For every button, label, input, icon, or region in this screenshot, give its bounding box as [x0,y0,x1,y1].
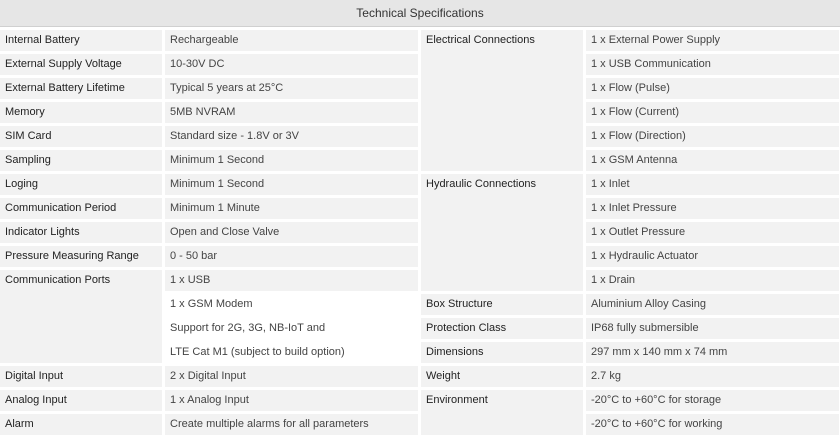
table-title: Technical Specifications [0,0,840,27]
spec-value-electrical-6: 1 x GSM Antenna [586,150,839,171]
spec-label-analog-input: Analog Input [0,390,162,411]
spec-label-electrical-connections: Electrical Connections [421,30,583,171]
spec-value-hydraulic-3: 1 x Outlet Pressure [586,222,839,243]
spec-label-sim-card: SIM Card [0,126,162,147]
spec-label-internal-battery: Internal Battery [0,30,162,51]
spec-label-environment: Environment [421,390,583,435]
spec-label-indicator-lights: Indicator Lights [0,222,162,243]
spec-value-environment-storage: -20°C to +60°C for storage [586,390,839,411]
spec-value-external-battery-lifetime: Typical 5 years at 25°C [165,78,418,99]
spec-value-box-structure: Aluminium Alloy Casing [586,294,839,315]
spec-label-dimensions: Dimensions [421,342,583,363]
spec-value-electrical-3: 1 x Flow (Pulse) [586,78,839,99]
spec-value-electrical-2: 1 x USB Communication [586,54,839,75]
spec-value-weight: 2.7 kg [586,366,839,387]
spec-label-external-supply-voltage: External Supply Voltage [0,54,162,75]
spec-value-indicator-lights: Open and Close Valve [165,222,418,243]
spec-value-pressure-measuring-range: 0 - 50 bar [165,246,418,267]
spec-label-memory: Memory [0,102,162,123]
spec-label-sampling: Sampling [0,150,162,171]
spec-label-external-battery-lifetime: External Battery Lifetime [0,78,162,99]
spec-label-loging: Loging [0,174,162,195]
spec-value-hydraulic-2: 1 x Inlet Pressure [586,198,839,219]
spec-value-hydraulic-1: 1 x Inlet [586,174,839,195]
spec-value-environment-working: -20°C to +60°C for working [586,414,839,435]
spec-label-communication-period: Communication Period [0,198,162,219]
spec-value-communication-ports-2: 1 x GSM Modem [170,298,253,310]
spec-label-hydraulic-connections: Hydraulic Connections [421,174,583,291]
spec-value-communication-ports-4: LTE Cat M1 (subject to build option) [170,346,345,358]
spec-value-hydraulic-5: 1 x Drain [586,270,839,291]
spec-value-electrical-4: 1 x Flow (Current) [586,102,839,123]
spec-value-sampling: Minimum 1 Second [165,150,418,171]
spec-label-box-structure: Box Structure [421,294,583,315]
spec-value-communication-ports-3: Support for 2G, 3G, NB-IoT and [170,322,326,334]
spec-label-weight: Weight [421,366,583,387]
spec-value-dimensions: 297 mm x 140 mm x 74 mm [586,342,839,363]
spec-label-digital-input: Digital Input [0,366,162,387]
spec-value-analog-input: 1 x Analog Input [165,390,418,411]
spec-label-communication-ports: Communication Ports [0,270,162,363]
spec-value-communication-period: Minimum 1 Minute [165,198,418,219]
spec-value-alarm: Create multiple alarms for all parameters [165,414,418,435]
spec-value-internal-battery: Rechargeable [165,30,418,51]
spec-value-loging: Minimum 1 Second [165,174,418,195]
spec-table [0,30,840,438]
spec-value-electrical-5: 1 x Flow (Direction) [586,126,839,147]
spec-label-pressure-measuring-range: Pressure Measuring Range [0,246,162,267]
spec-value-digital-input: 2 x Digital Input [165,366,418,387]
spec-value-memory: 5MB NVRAM [165,102,418,123]
spec-value-hydraulic-4: 1 x Hydraulic Actuator [586,246,839,267]
spec-value-electrical-1: 1 x External Power Supply [586,30,839,51]
spec-label-alarm: Alarm [0,414,162,435]
spec-value-external-supply-voltage: 10-30V DC [165,54,418,75]
spec-label-protection-class: Protection Class [421,318,583,339]
spec-value-sim-card: Standard size - 1.8V or 3V [165,126,418,147]
spec-value-communication-ports-1: 1 x USB [165,270,418,291]
spec-value-protection-class: IP68 fully submersible [586,318,839,339]
